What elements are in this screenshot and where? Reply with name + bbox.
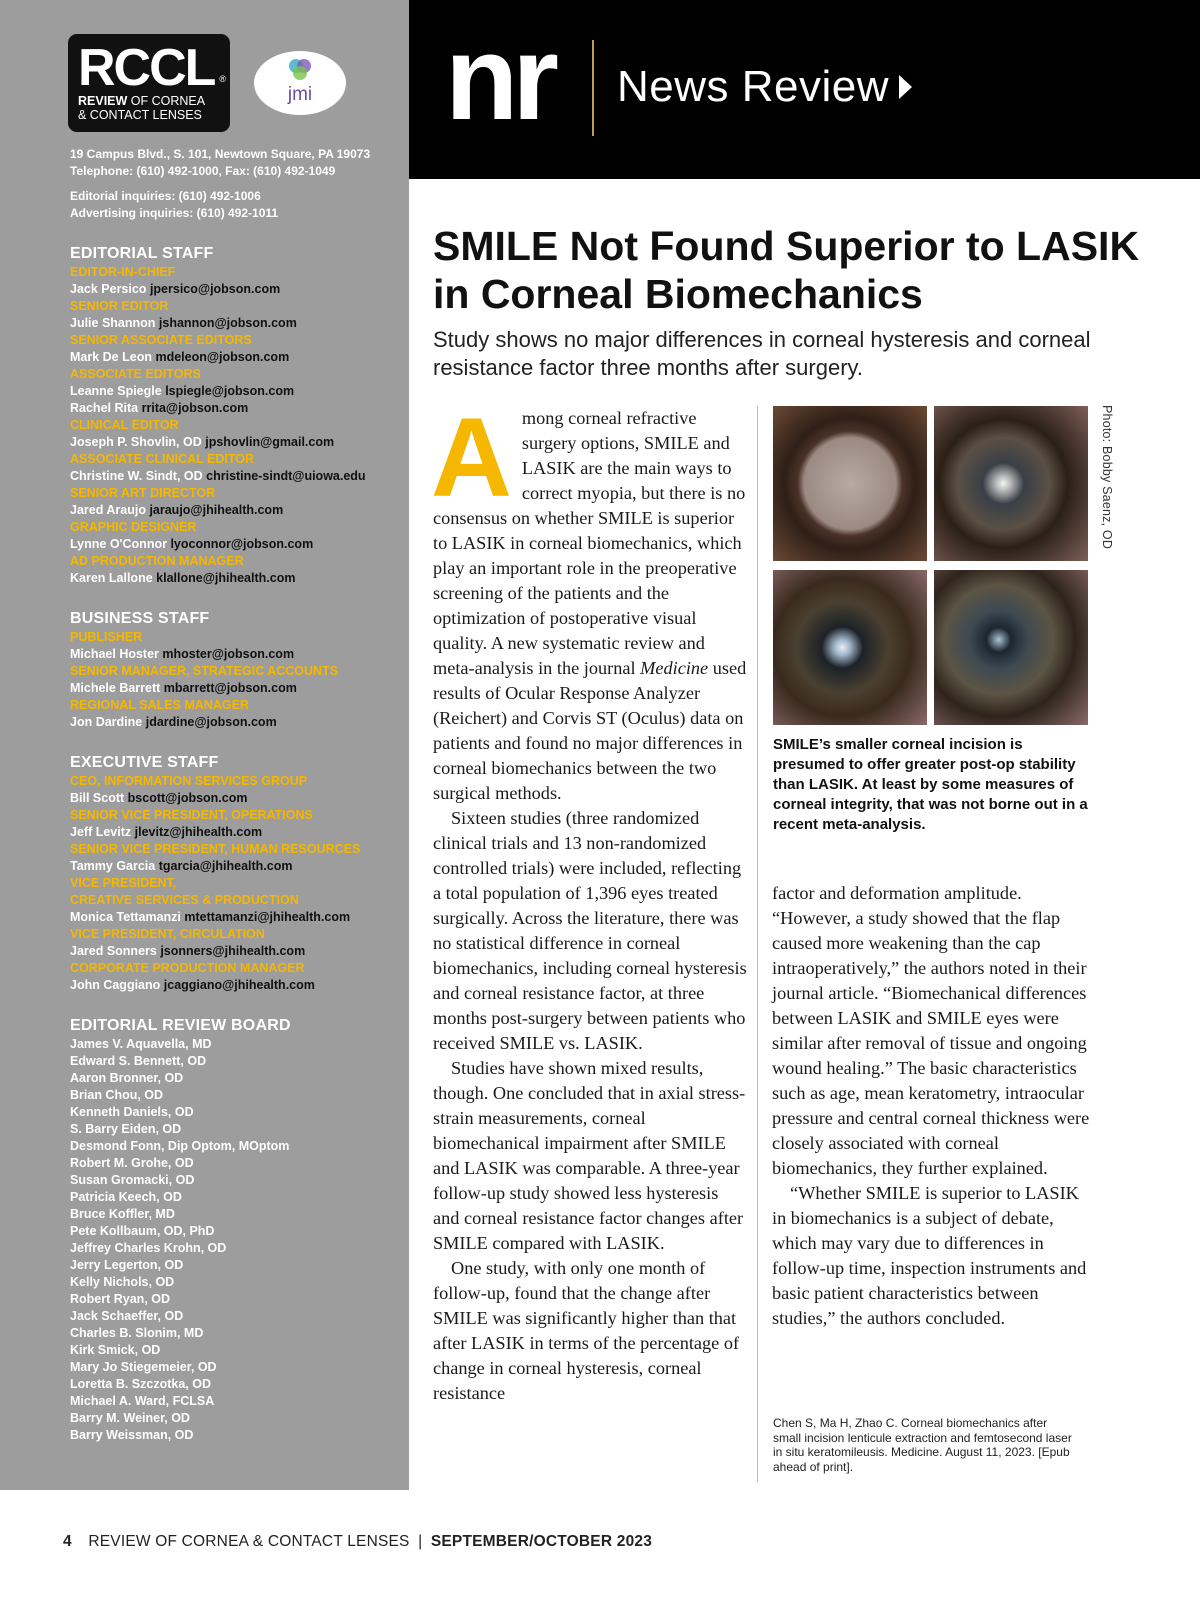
staff-name: Jeff Levitz — [70, 825, 132, 839]
issue-date: SEPTEMBER/OCTOBER 2023 — [430, 1533, 653, 1550]
inquiries-block — [70, 188, 389, 222]
board-member: Edward S. Bennett, OD — [70, 1054, 207, 1068]
staff-person — [70, 570, 389, 587]
staff-role: ASSOCIATE EDITORS — [70, 367, 201, 381]
staff-name: Julie Shannon — [70, 316, 156, 330]
contact-block — [70, 146, 389, 180]
editorial-staff-list — [70, 264, 389, 587]
board-member: Pete Kollbaum, OD, PhD — [70, 1224, 215, 1238]
board-member: Michael A. Ward, FCLSA — [70, 1394, 215, 1408]
executive-staff-list — [70, 773, 389, 994]
business-staff-list — [70, 629, 389, 731]
staff-person — [70, 349, 389, 366]
masthead-sidebar — [0, 0, 409, 1490]
photo-credit: Photo: Bobby Saenz, OD — [1100, 405, 1114, 550]
nr-logo: nr — [445, 11, 553, 145]
staff-role: SENIOR ART DIRECTOR — [70, 486, 216, 500]
staff-person — [70, 281, 389, 298]
staff-person — [70, 714, 389, 731]
staff-role: VICE PRESIDENT, — [70, 876, 177, 890]
advertising-inquiries: Advertising inquiries: (610) 492-1011 — [70, 206, 279, 220]
staff-role: PUBLISHER — [70, 630, 143, 644]
staff-person — [70, 468, 389, 485]
rccl-tagline-line1 — [78, 94, 220, 108]
staff-role: EDITOR-IN-CHIEF — [70, 265, 176, 279]
staff-person — [70, 977, 389, 994]
editorial-review-board-list — [70, 1036, 389, 1444]
staff-person — [70, 909, 389, 926]
staff-person — [70, 434, 389, 451]
staff-email[interactable]: jsonners@jhihealth.com — [160, 944, 306, 958]
board-member: Robert Ryan, OD — [70, 1292, 171, 1306]
staff-role: REGIONAL SALES MANAGER — [70, 698, 249, 712]
staff-role: AD PRODUCTION MANAGER — [70, 554, 244, 568]
photo-grid — [773, 406, 1088, 726]
board-member: Kenneth Daniels, OD — [70, 1105, 194, 1119]
staff-role: SENIOR VICE PRESIDENT, HUMAN RESOURCES — [70, 842, 361, 856]
staff-email[interactable]: jlevitz@jhihealth.com — [134, 825, 263, 839]
staff-role: CLINICAL EDITOR — [70, 418, 179, 432]
jmi-logo-text: jmi — [287, 84, 313, 105]
staff-name: Jared Araujo — [70, 503, 146, 517]
staff-name: Michael Hoster — [70, 647, 159, 661]
board-member: Barry M. Weiner, OD — [70, 1411, 190, 1425]
executive-staff-heading: EXECUTIVE STAFF — [70, 754, 219, 771]
journal-name: Medicine — [640, 658, 709, 678]
staff-person — [70, 400, 389, 417]
page-footer — [63, 1533, 652, 1551]
rccl-tagline-rest: OF CORNEA — [127, 94, 206, 108]
staff-email[interactable]: rrita@jobson.com — [141, 401, 249, 415]
staff-role: CORPORATE PRODUCTION MANAGER — [70, 961, 305, 975]
staff-email[interactable]: mtettamanzi@jhihealth.com — [184, 910, 351, 924]
rccl-tagline-line2: & CONTACT LENSES — [78, 108, 202, 122]
staff-email[interactable]: tgarcia@jhihealth.com — [158, 859, 293, 873]
board-member: Kirk Smick, OD — [70, 1343, 161, 1357]
editorial-review-board-heading: EDITORIAL REVIEW BOARD — [70, 1017, 291, 1034]
staff-person — [70, 790, 389, 807]
page-number: 4 — [63, 1533, 72, 1550]
article-deck: Study shows no major differences in corneal hysteresis and corneal resistance factor three months after surgery. — [433, 327, 1091, 380]
staff-name: Bill Scott — [70, 791, 125, 805]
board-member: Jerry Legerton, OD — [70, 1258, 184, 1272]
staff-role: VICE PRESIDENT, CIRCULATION — [70, 927, 265, 941]
staff-role: GRAPHIC DESIGNER — [70, 520, 197, 534]
staff-person — [70, 858, 389, 875]
staff-role: CEO, INFORMATION SERVICES GROUP — [70, 774, 308, 788]
paragraph-5: “Whether SMILE is superior to LASIK in biomechanics is a subject of debate, which may vary due to differences in follow-up time, inspection instruments and basic patient characteristics between studies,” the authors concluded. — [772, 1183, 1087, 1328]
footer-separator: | — [418, 1533, 423, 1550]
staff-role: SENIOR VICE PRESIDENT, OPERATIONS — [70, 808, 313, 822]
section-header — [409, 0, 1200, 179]
staff-person — [70, 824, 389, 841]
board-member: Jack Schaeffer, OD — [70, 1309, 184, 1323]
staff-email[interactable]: jaraujo@jhihealth.com — [149, 503, 284, 517]
staff-name: Jon Dardine — [70, 715, 143, 729]
staff-email[interactable]: bscott@jobson.com — [127, 791, 248, 805]
staff-email[interactable]: mbarrett@jobson.com — [163, 681, 297, 695]
address: 19 Campus Blvd., S. 101, Newtown Square, PA 19073 — [70, 147, 371, 161]
play-arrow-icon — [899, 75, 912, 99]
staff-name: Leanne Spiegle — [70, 384, 162, 398]
staff-name: Lynne O'Connor — [70, 537, 167, 551]
telephone: Telephone: (610) 492-1000, Fax: (610) 492-1049 — [70, 164, 336, 178]
staff-email[interactable]: jdardine@jobson.com — [145, 715, 277, 729]
section-title-text: News Review — [617, 62, 890, 111]
staff-email[interactable]: jcaggiano@jhihealth.com — [163, 978, 315, 992]
header-divider — [592, 40, 594, 136]
staff-person — [70, 646, 389, 663]
board-member: James V. Aquavella, MD — [70, 1037, 212, 1051]
drop-cap: A — [431, 395, 512, 520]
logo-row — [68, 34, 389, 132]
paragraph-4: One study, with only one month of follow-up, found that the change after SMILE was significantly higher than that after LASIK in terms of the percentage of change in corneal hysteresis, corneal resistance — [433, 1258, 740, 1403]
paragraph-4-continued: factor and deformation amplitude. “However, a study showed that the flap caused more weakening than the cap intraoperatively,” the authors noted in their journal article. “Biomechanical differences between LASIK and SMILE eyes were similar after removal of tissue and ongoing wound healing.” The basic characteristics such as age, mean keratometry, intraocular pressure and central corneal thickness were closely associated with corneal biomechanics, they further explained. — [772, 883, 1090, 1178]
rccl-logo — [68, 34, 230, 132]
staff-person — [70, 943, 389, 960]
staff-role: SENIOR EDITOR — [70, 299, 169, 313]
staff-person — [70, 315, 389, 332]
staff-name: Mark De Leon — [70, 350, 152, 364]
jmi-circles-icon — [285, 57, 315, 85]
article-column-right — [772, 881, 1090, 1331]
paragraph-1-text-a: mong corneal refractive surgery options, SMILE and LASIK are the main ways to correct myopia, but there is no consensus on whether SMILE is superior to LASIK in corneal biomechanics, which play an important role in the preoperative screening of the patients and the optimization of postoperative visual quality. A new systematic review and meta-analysis in the journal — [433, 408, 746, 678]
board-member: Kelly Nichols, OD — [70, 1275, 175, 1289]
staff-name: Rachel Rita — [70, 401, 139, 415]
editorial-inquiries: Editorial inquiries: (610) 492-1006 — [70, 189, 261, 203]
eye-photo-1 — [773, 406, 927, 561]
eye-photo-4 — [934, 570, 1088, 725]
section-title — [617, 62, 912, 112]
board-member: Patricia Keech, OD — [70, 1190, 182, 1204]
staff-role-line2: CREATIVE SERVICES & PRODUCTION — [70, 893, 299, 907]
staff-name: Michele Barrett — [70, 681, 161, 695]
staff-person — [70, 536, 389, 553]
board-member: Charles B. Slonim, MD — [70, 1326, 204, 1340]
article-column-left — [431, 395, 748, 1406]
staff-name: John Caggiano — [70, 978, 161, 992]
board-member: Brian Chou, OD — [70, 1088, 164, 1102]
staff-email[interactable]: jpersico@jobson.com — [149, 282, 281, 296]
eye-photo-2 — [934, 406, 1088, 561]
paragraph-2: Sixteen studies (three randomized clinical trials and 13 non-randomized controlled trials) were included, reflecting a total population of 1,396 eyes treated surgically. Across the literature, there was no statistical difference in corneal biomechanics, including corneal hysteresis and corneal resistance factor, at three months post-surgery between patients who received SMILE vs. LASIK. — [433, 808, 747, 1053]
paragraph-3: Studies have shown mixed results, though. One concluded that in axial stress-strain measurements, corneal biomechanical impairment after SMILE and LASIK was comparable. A three-year follow-up study showed less hysteresis and corneal resistance factor changes after SMILE compared with LASIK. — [433, 1058, 746, 1253]
publication-name: REVIEW OF CORNEA & CONTACT LENSES — [88, 1533, 410, 1550]
reference-citation: Chen S, Ma H, Zhao C. Corneal biomechanics after small incision lenticule extraction and femtosecond laser in situ keratomileusis. Medicine. August 11, 2023. [Epub ahead of print]. — [773, 1416, 1072, 1474]
staff-person — [70, 383, 389, 400]
staff-name: Christine W. Sindt, OD — [70, 469, 203, 483]
board-member: Mary Jo Stiegemeier, OD — [70, 1360, 217, 1374]
registered-mark: ® — [219, 74, 226, 84]
staff-email[interactable]: lyoconnor@jobson.com — [170, 537, 314, 551]
board-member: S. Barry Eiden, OD — [70, 1122, 182, 1136]
paragraph-1-text-b: used results of Ocular Response Analyzer (Reichert) and Corvis ST (Oculus) data on patients and found no major differences in corneal biomechanics between the two surgical methods. — [433, 658, 747, 803]
board-member: Susan Gromacki, OD — [70, 1173, 195, 1187]
column-rule — [757, 406, 758, 1482]
board-member: Desmond Fonn, Dip Optom, MOptom — [70, 1139, 290, 1153]
rccl-logo-mark: RCCL — [78, 39, 215, 97]
staff-email[interactable]: jpshovlin@gmail.com — [205, 435, 335, 449]
board-member: Barry Weissman, OD — [70, 1428, 194, 1442]
photo-caption: SMILE’s smaller corneal incision is presumed to offer greater post-op stability than LASIK. At least by some measures of corneal integrity, that was not borne out in a recent meta-analysis. — [773, 736, 1088, 833]
board-member: Loretta B. Szczotka, OD — [70, 1377, 211, 1391]
staff-name: Jared Sonners — [70, 944, 157, 958]
staff-email[interactable]: mdeleon@jobson.com — [155, 350, 290, 364]
eye-photo-3 — [773, 570, 927, 725]
business-staff-heading: BUSINESS STAFF — [70, 610, 210, 627]
staff-role: ASSOCIATE CLINICAL EDITOR — [70, 452, 255, 466]
staff-role: SENIOR ASSOCIATE EDITORS — [70, 333, 252, 347]
board-member: Bruce Koffler, MD — [70, 1207, 175, 1221]
board-member: Robert M. Grohe, OD — [70, 1156, 194, 1170]
staff-name: Jack Persico — [70, 282, 147, 296]
staff-email[interactable]: christine-sindt@uiowa.edu — [206, 469, 366, 483]
staff-name: Tammy Garcia — [70, 859, 156, 873]
staff-email[interactable]: lspiegle@jobson.com — [165, 384, 295, 398]
editorial-staff-heading: EDITORIAL STAFF — [70, 245, 214, 262]
staff-role: SENIOR MANAGER, STRATEGIC ACCOUNTS — [70, 664, 339, 678]
board-member: Aaron Bronner, OD — [70, 1071, 184, 1085]
staff-name: Joseph P. Shovlin, OD — [70, 435, 202, 449]
paragraph-1 — [431, 395, 748, 806]
staff-name: Monica Tettamanzi — [70, 910, 181, 924]
staff-person — [70, 502, 389, 519]
staff-email[interactable]: mhoster@jobson.com — [162, 647, 295, 661]
board-member: Jeffrey Charles Krohn, OD — [70, 1241, 227, 1255]
article-headline: SMILE Not Found Superior to LASIK in Corneal Biomechanics — [433, 223, 1140, 317]
staff-person — [70, 680, 389, 697]
jmi-logo — [254, 51, 346, 115]
staff-email[interactable]: jshannon@jobson.com — [158, 316, 297, 330]
staff-email[interactable]: klallone@jhihealth.com — [156, 571, 296, 585]
staff-name: Karen Lallone — [70, 571, 153, 585]
rccl-tagline-bold: REVIEW — [78, 94, 128, 108]
